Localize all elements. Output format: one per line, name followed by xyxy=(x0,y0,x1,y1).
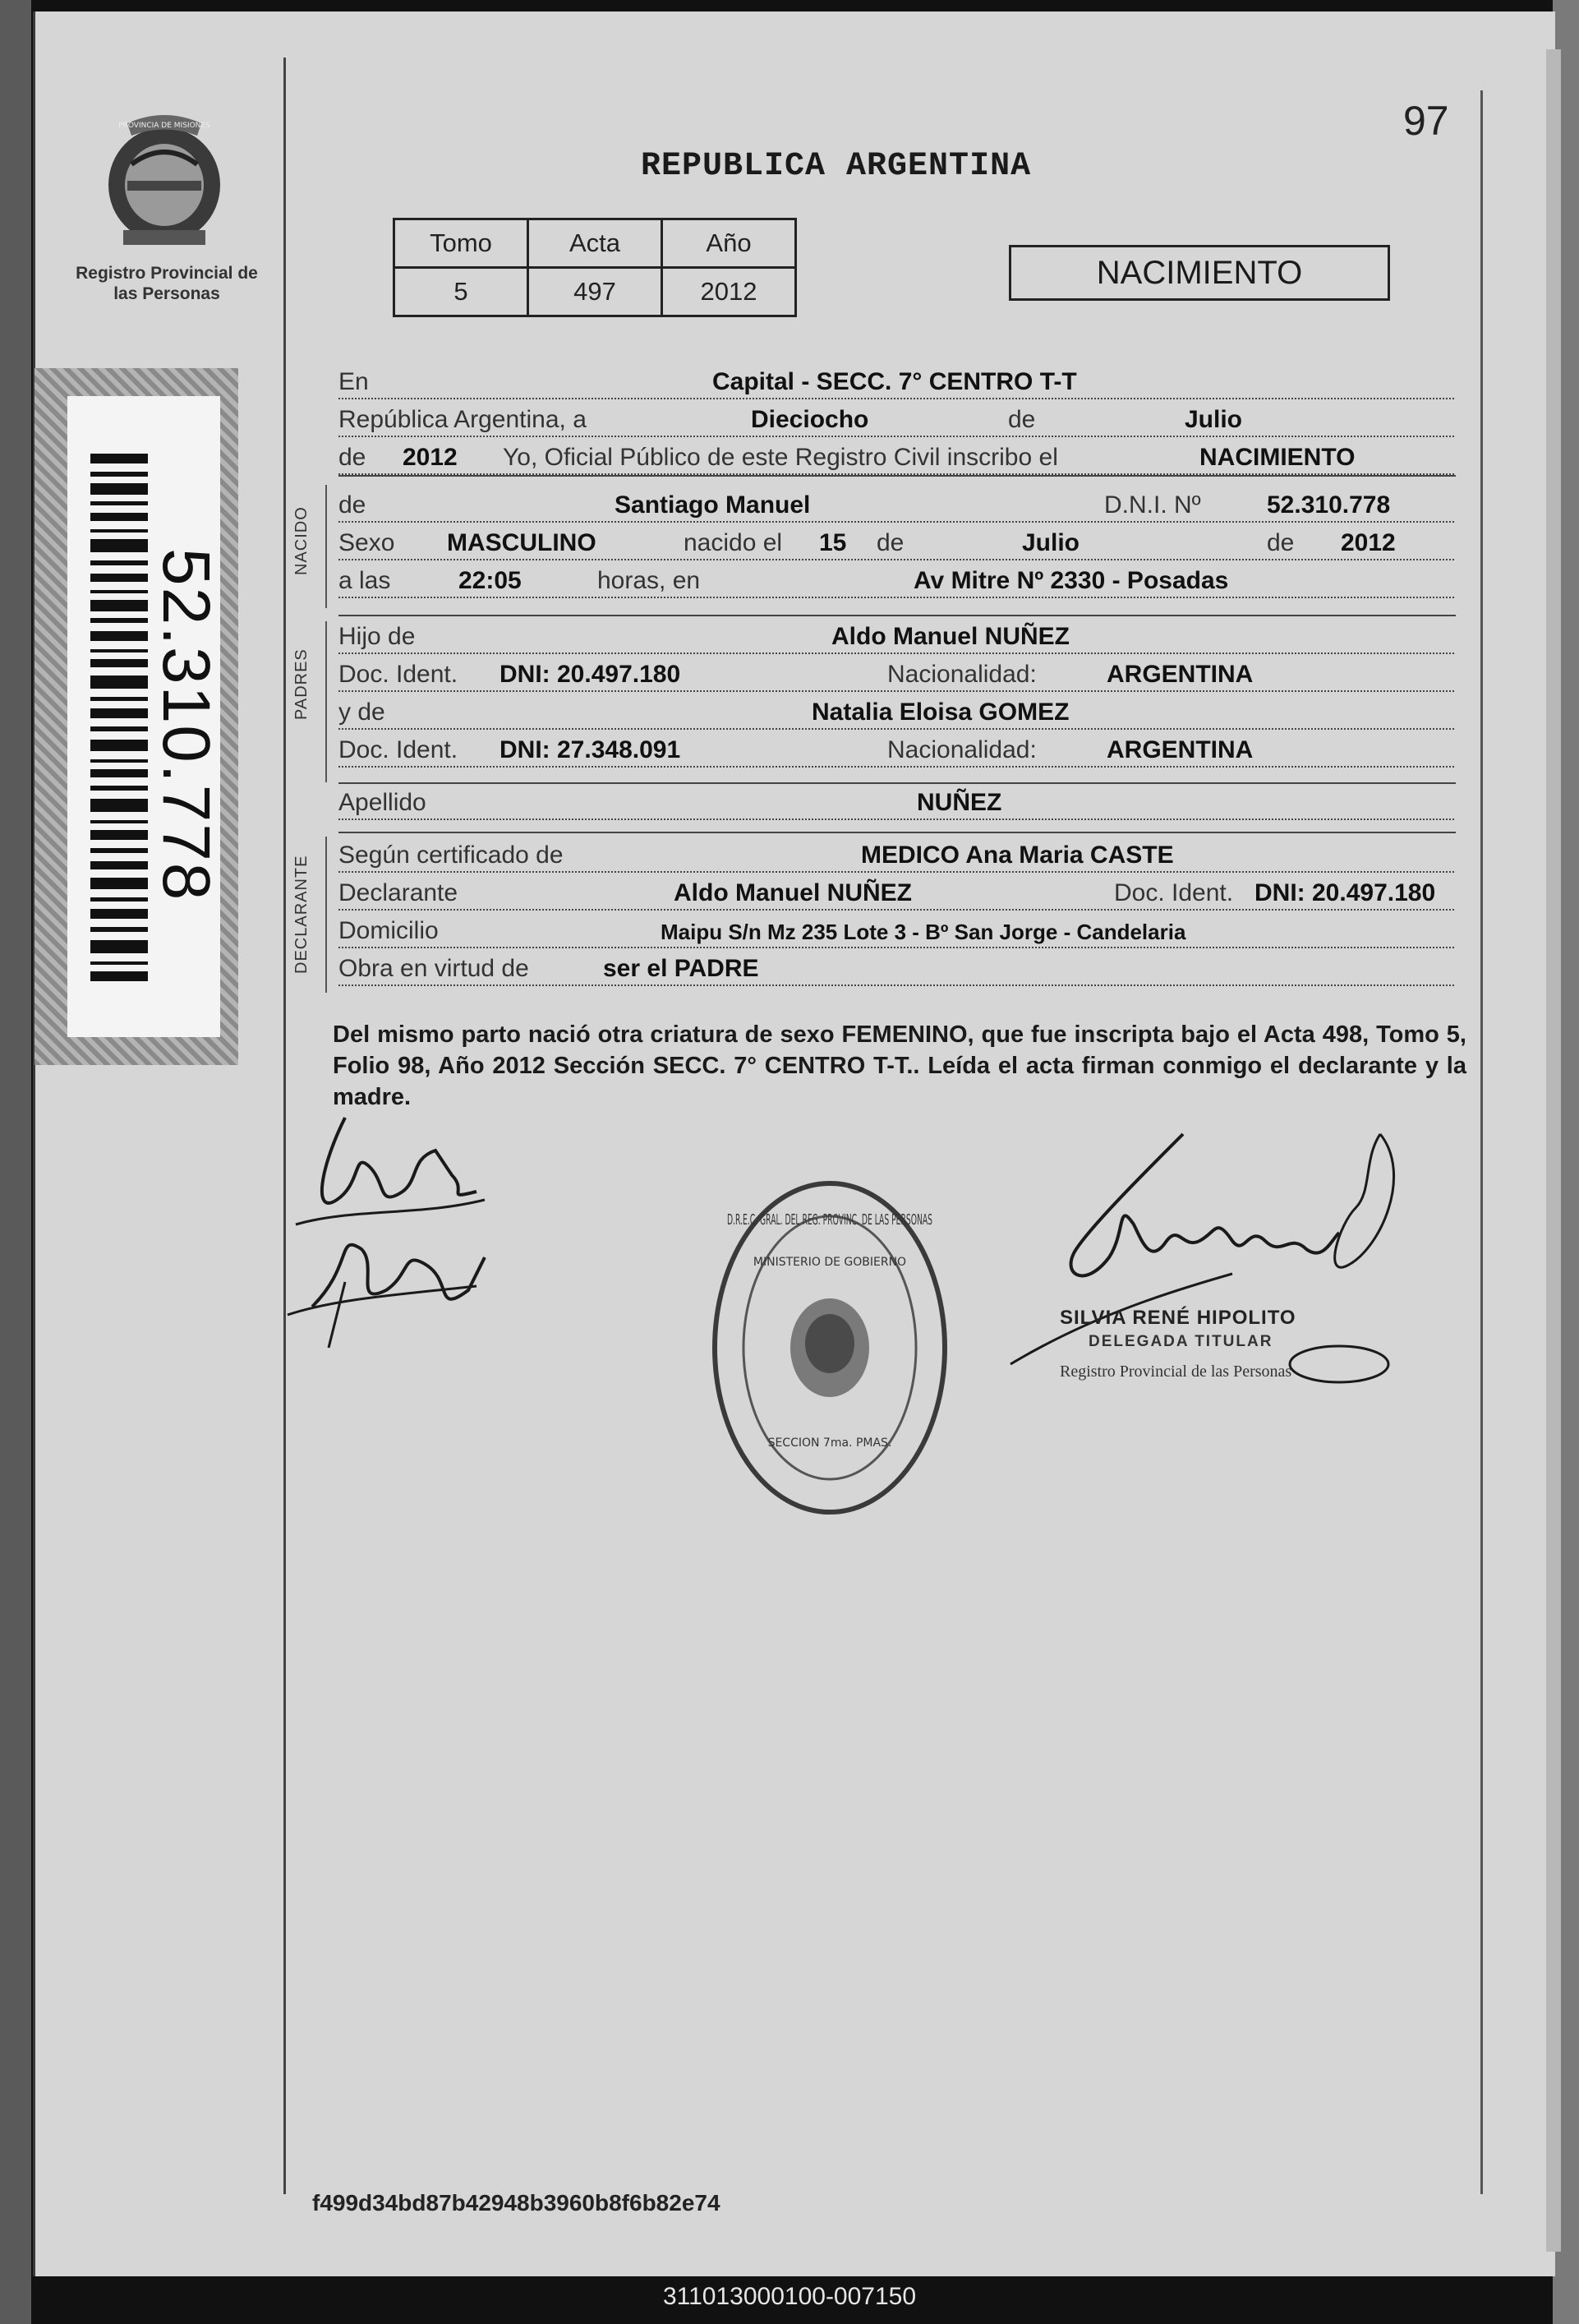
dia-value: Dieciocho xyxy=(751,406,869,433)
hijo-de-label: Hijo de xyxy=(338,623,416,650)
nacido-label: NACIDO xyxy=(292,506,311,575)
nacido-de-label-2: de xyxy=(877,529,905,556)
signature-oficial-icon xyxy=(994,1126,1405,1397)
row-certificado xyxy=(338,835,1454,873)
nacido-section-bar xyxy=(325,485,327,608)
document-hash: f499d34bd87b42948b3960b8f6b82e74 xyxy=(312,2190,720,2216)
row-nombre xyxy=(338,485,1454,523)
acta-header-anio: Año xyxy=(662,219,796,268)
sexo-label: Sexo xyxy=(338,529,395,556)
row-padre-doc xyxy=(338,654,1454,692)
a-las-label: a las xyxy=(338,567,391,594)
nacido-de-label: de xyxy=(338,491,366,519)
row-padre xyxy=(338,616,1454,654)
en-value: Capital - SECC. 7° CENTRO T-T xyxy=(712,368,1077,395)
nacido-anio: 2012 xyxy=(1341,529,1396,556)
inscribo-value: NACIMIENTO xyxy=(1199,444,1356,471)
barcode-label xyxy=(67,396,223,1037)
padre-nac-label: Nacionalidad: xyxy=(887,661,1037,688)
nacido-el-label: nacido el xyxy=(684,529,783,556)
apellido-value: NUÑEZ xyxy=(917,789,1002,816)
y-de-label: y de xyxy=(338,699,385,726)
obra-label: Obra en virtud de xyxy=(338,955,529,982)
certificado-value: MEDICO Ana Maria CASTE xyxy=(861,842,1174,869)
nacido-dia: 15 xyxy=(819,529,847,556)
declarante-doc: DNI: 20.497.180 xyxy=(1254,879,1436,906)
nacido-nombre: Santiago Manuel xyxy=(615,491,811,519)
padre-doc-label: Doc. Ident. xyxy=(338,661,458,688)
apellido-label: Apellido xyxy=(338,789,426,816)
domicilio-label: Domicilio xyxy=(338,917,439,944)
padre-doc: DNI: 20.497.180 xyxy=(499,661,681,688)
declarante-label: DECLARANTE xyxy=(292,855,311,974)
row-en xyxy=(338,362,1454,399)
page-number: 97 xyxy=(1403,98,1449,144)
barcode-number: 52.310.778 xyxy=(149,547,223,902)
declarante-section-bar xyxy=(325,837,327,993)
row-declarante xyxy=(338,873,1454,911)
declarante-name-label: Declarante xyxy=(338,879,458,906)
row-hora xyxy=(338,560,1454,598)
certificado-label: Según certificado de xyxy=(338,842,564,869)
country-title: REPUBLICA ARGENTINA xyxy=(641,148,1032,185)
nacido-hora: 22:05 xyxy=(458,567,522,594)
official-stamp-icon xyxy=(707,1175,953,1520)
footer-id: 311013000100-007150 xyxy=(662,2283,917,2310)
margin-line-right xyxy=(1480,90,1483,2194)
row-republica xyxy=(338,399,1454,437)
domicilio-value: Maipu S/n Mz 235 Lote 3 - Bº San Jorge - Candelaria xyxy=(661,920,1186,944)
madre-doc: DNI: 27.348.091 xyxy=(499,736,681,763)
acta-table xyxy=(393,218,797,317)
inscribo-label: Yo, Oficial Público de este Registro Civil inscribo el xyxy=(503,444,1058,471)
row-sexo xyxy=(338,523,1454,560)
acta-header-tomo: Tomo xyxy=(394,219,528,268)
madre-nacionalidad: ARGENTINA xyxy=(1107,736,1254,763)
seal-text: PROVINCIA DE MISIONES xyxy=(118,122,210,130)
row-apellido xyxy=(338,782,1454,820)
divider-4 xyxy=(338,832,1456,833)
nacido-de-label-3: de xyxy=(1267,529,1295,556)
signer-title: DELEGADA TITULAR xyxy=(1089,1333,1273,1350)
dni-label: D.N.I. Nº xyxy=(1104,491,1201,519)
margin-line-left xyxy=(283,58,286,2194)
province-seal-icon xyxy=(94,107,234,255)
padre-nacionalidad: ARGENTINA xyxy=(1107,661,1254,688)
horas-en-label: horas, en xyxy=(597,567,701,594)
row-inscribo xyxy=(338,437,1454,475)
stamp-ring-text: D.R.E.C. GRAL. DEL REG. PROVINC. DE LAS PERSONAS xyxy=(727,1211,932,1229)
signature-declarante-icon xyxy=(288,1101,501,1381)
acta-header-acta: Acta xyxy=(528,219,662,268)
acta-value-anio: 2012 xyxy=(662,268,796,316)
obra-value: ser el PADRE xyxy=(603,955,759,982)
stamp-inner-text: MINISTERIO DE GOBIERNO xyxy=(753,1256,907,1269)
nacido-dni: 52.310.778 xyxy=(1267,491,1391,519)
madre-nombre: Natalia Eloisa GOMEZ xyxy=(812,699,1070,726)
acta-value-acta: 497 xyxy=(528,268,662,316)
page-shadow xyxy=(1546,49,1561,2252)
declarante-doc-label: Doc. Ident. xyxy=(1114,879,1234,906)
en-label: En xyxy=(338,368,369,395)
acta-table-value-row xyxy=(394,268,796,316)
left-edge xyxy=(0,0,31,2324)
acta-value-tomo: 5 xyxy=(394,268,528,316)
signer-name: SILVIA RENÉ HIPOLITO xyxy=(1060,1307,1296,1329)
row-madre xyxy=(338,692,1454,730)
padre-nombre: Aldo Manuel NUÑEZ xyxy=(831,623,1070,650)
signer-office: Registro Provincial de las Personas xyxy=(1060,1363,1292,1381)
padres-section-bar xyxy=(325,621,327,782)
row-domicilio xyxy=(338,911,1454,948)
de-label: de xyxy=(1008,406,1036,433)
declarante-name: Aldo Manuel NUÑEZ xyxy=(674,879,912,906)
republica-label: República Argentina, a xyxy=(338,406,587,433)
barcode-sticker xyxy=(35,368,238,1065)
barcode-icon xyxy=(90,454,148,988)
padres-label: PADRES xyxy=(292,648,311,720)
row-madre-doc xyxy=(338,730,1454,768)
acta-table-header-row xyxy=(394,219,796,268)
divider-1 xyxy=(338,475,1456,477)
row-obra xyxy=(338,948,1454,986)
nacido-sexo: MASCULINO xyxy=(447,529,596,556)
de-year-label: de xyxy=(338,444,366,471)
mes-value: Julio xyxy=(1185,406,1243,433)
anio-value: 2012 xyxy=(403,444,458,471)
madre-nac-label: Nacionalidad: xyxy=(887,736,1037,763)
madre-doc-label: Doc. Ident. xyxy=(338,736,458,763)
stamp-bottom-text: SECCION 7ma. PMAS. xyxy=(767,1436,892,1450)
acta-note: Del mismo parto nació otra criatura de sexo FEMENINO, que fue inscripta bajo el Acta 498, Tomo 5, Folio 98, Año 2012 Sección SECC. 7° CENTRO T-T.. Leída el acta firman conmigo el declarante y la madre. xyxy=(333,1021,1466,1110)
registry-caption: Registro Provincial de las Personas xyxy=(76,264,258,303)
nacido-lugar: Av Mitre Nº 2330 - Posadas xyxy=(914,567,1229,594)
nacido-mes: Julio xyxy=(1022,529,1080,556)
record-type-box: NACIMIENTO xyxy=(1009,245,1390,301)
